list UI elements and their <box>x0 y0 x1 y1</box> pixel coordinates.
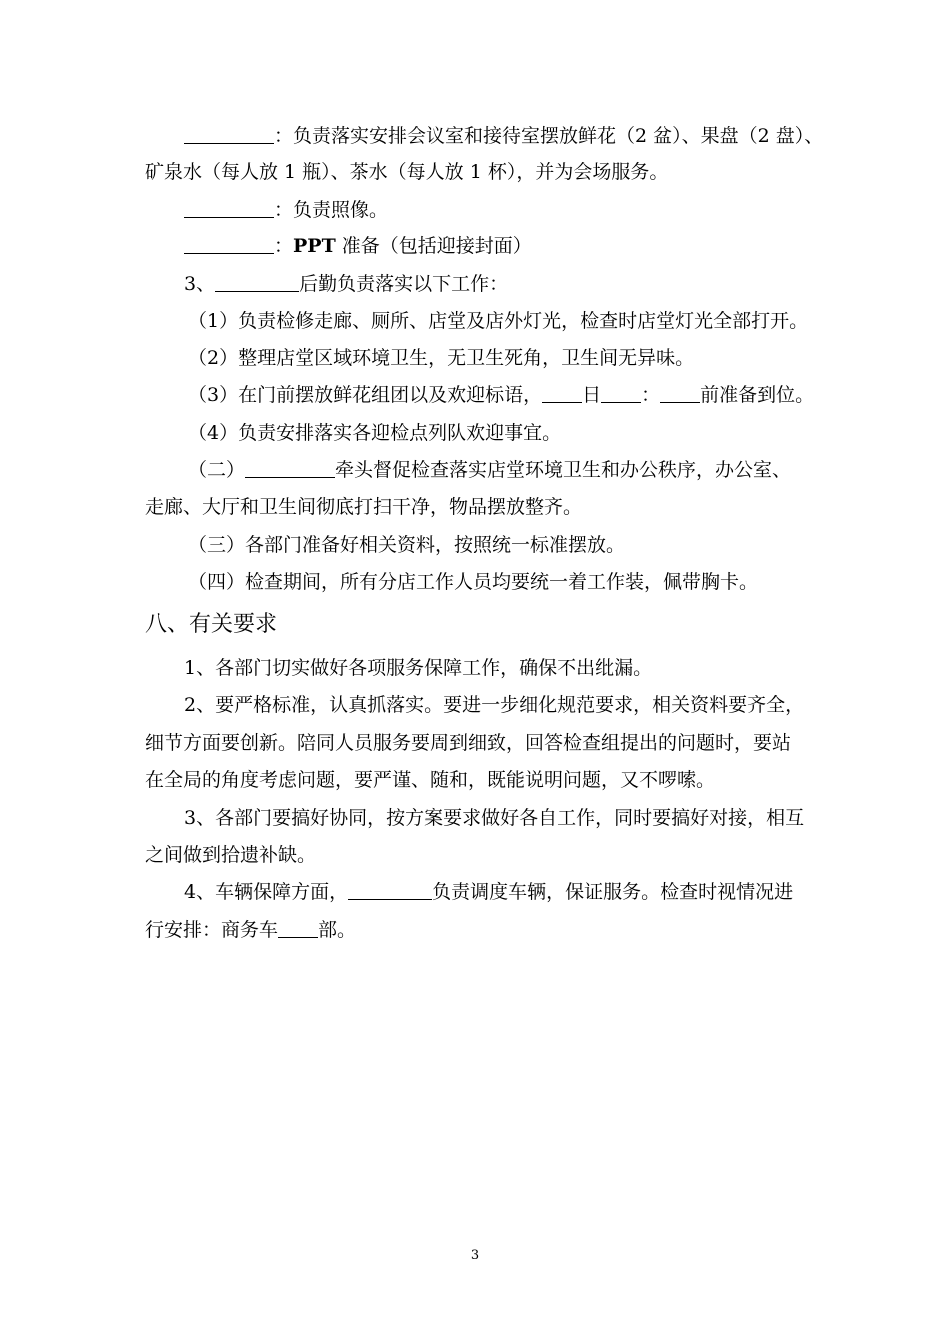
fill-blank <box>215 273 299 292</box>
text-line: （四）检查期间，所有分店工作人员均要统一着工作装，佩带胸卡。 <box>188 571 759 593</box>
fill-blank <box>542 384 582 403</box>
text-line: （二） 牵头督促检查落实店堂环境卫生和办公秩序，办公室、 <box>188 459 792 481</box>
text-line: 1、各部门切实做好各项服务保障工作，确保不出纰漏。 <box>184 657 653 679</box>
fill-blank <box>245 459 335 478</box>
text-line: 3、各部门要搞好协同，按方案要求做好各自工作，同时要搞好对接，相互 <box>184 807 805 829</box>
text-line: 2、要严格标准，认真抓落实。要进一步细化规范要求，相关资料要齐全， <box>184 694 805 716</box>
text-line: ：负责落实安排会议室和接待室摆放鲜花（2 盆）、果盘（2 盘）、 <box>0 124 950 148</box>
text-line: 4、车辆保障方面， 负责调度车辆，保证服务。检查时视情况进 <box>184 881 794 903</box>
text-line: （2）整理店堂区域环境卫生，无卫生死角，卫生间无异味。 <box>188 347 695 369</box>
text-line: 之间做到拾遗补缺。 <box>145 844 317 866</box>
section-heading: 八、有关要求 <box>145 612 278 637</box>
text-line: 矿泉水（每人放 1 瓶）、茶水（每人放 1 杯），并为会场服务。 <box>145 161 669 183</box>
fill-blank <box>348 881 432 900</box>
text-line: （4）负责安排落实各迎检点列队欢迎事宜。 <box>188 422 562 444</box>
text-line: ：负责照像。 <box>0 198 950 222</box>
fill-blank <box>601 384 641 403</box>
fill-blank <box>184 199 274 218</box>
text-line: 3、 后勤负责落实以下工作： <box>184 273 509 295</box>
text-line: （1）负责检修走廊、厕所、店堂及店外灯光，检查时店堂灯光全部打开。 <box>188 310 809 332</box>
text-line: ：PPT 准备（包括迎接封面） <box>0 234 950 258</box>
fill-blank <box>184 235 274 254</box>
page-number: 3 <box>470 1248 480 1263</box>
text-line: 走廊、大厅和卫生间彻底打扫干净，物品摆放整齐。 <box>145 496 583 518</box>
text-line: 细节方面要创新。陪同人员服务要周到细致，回答检查组提出的问题时，要站 <box>145 732 792 754</box>
text-line: 在全局的角度考虑问题，要严谨、随和，既能说明问题，又不啰嗦。 <box>145 769 716 791</box>
text-line: 行安排：商务车 部。 <box>145 919 357 941</box>
text-line: （3）在门前摆放鲜花组团以及欢迎标语， 日 ： 前准备到位。 <box>188 384 815 406</box>
fill-blank <box>660 384 700 403</box>
fill-blank <box>278 919 318 938</box>
fill-blank <box>184 125 274 144</box>
text-line: （三）各部门准备好相关资料，按照统一标准摆放。 <box>188 534 626 556</box>
